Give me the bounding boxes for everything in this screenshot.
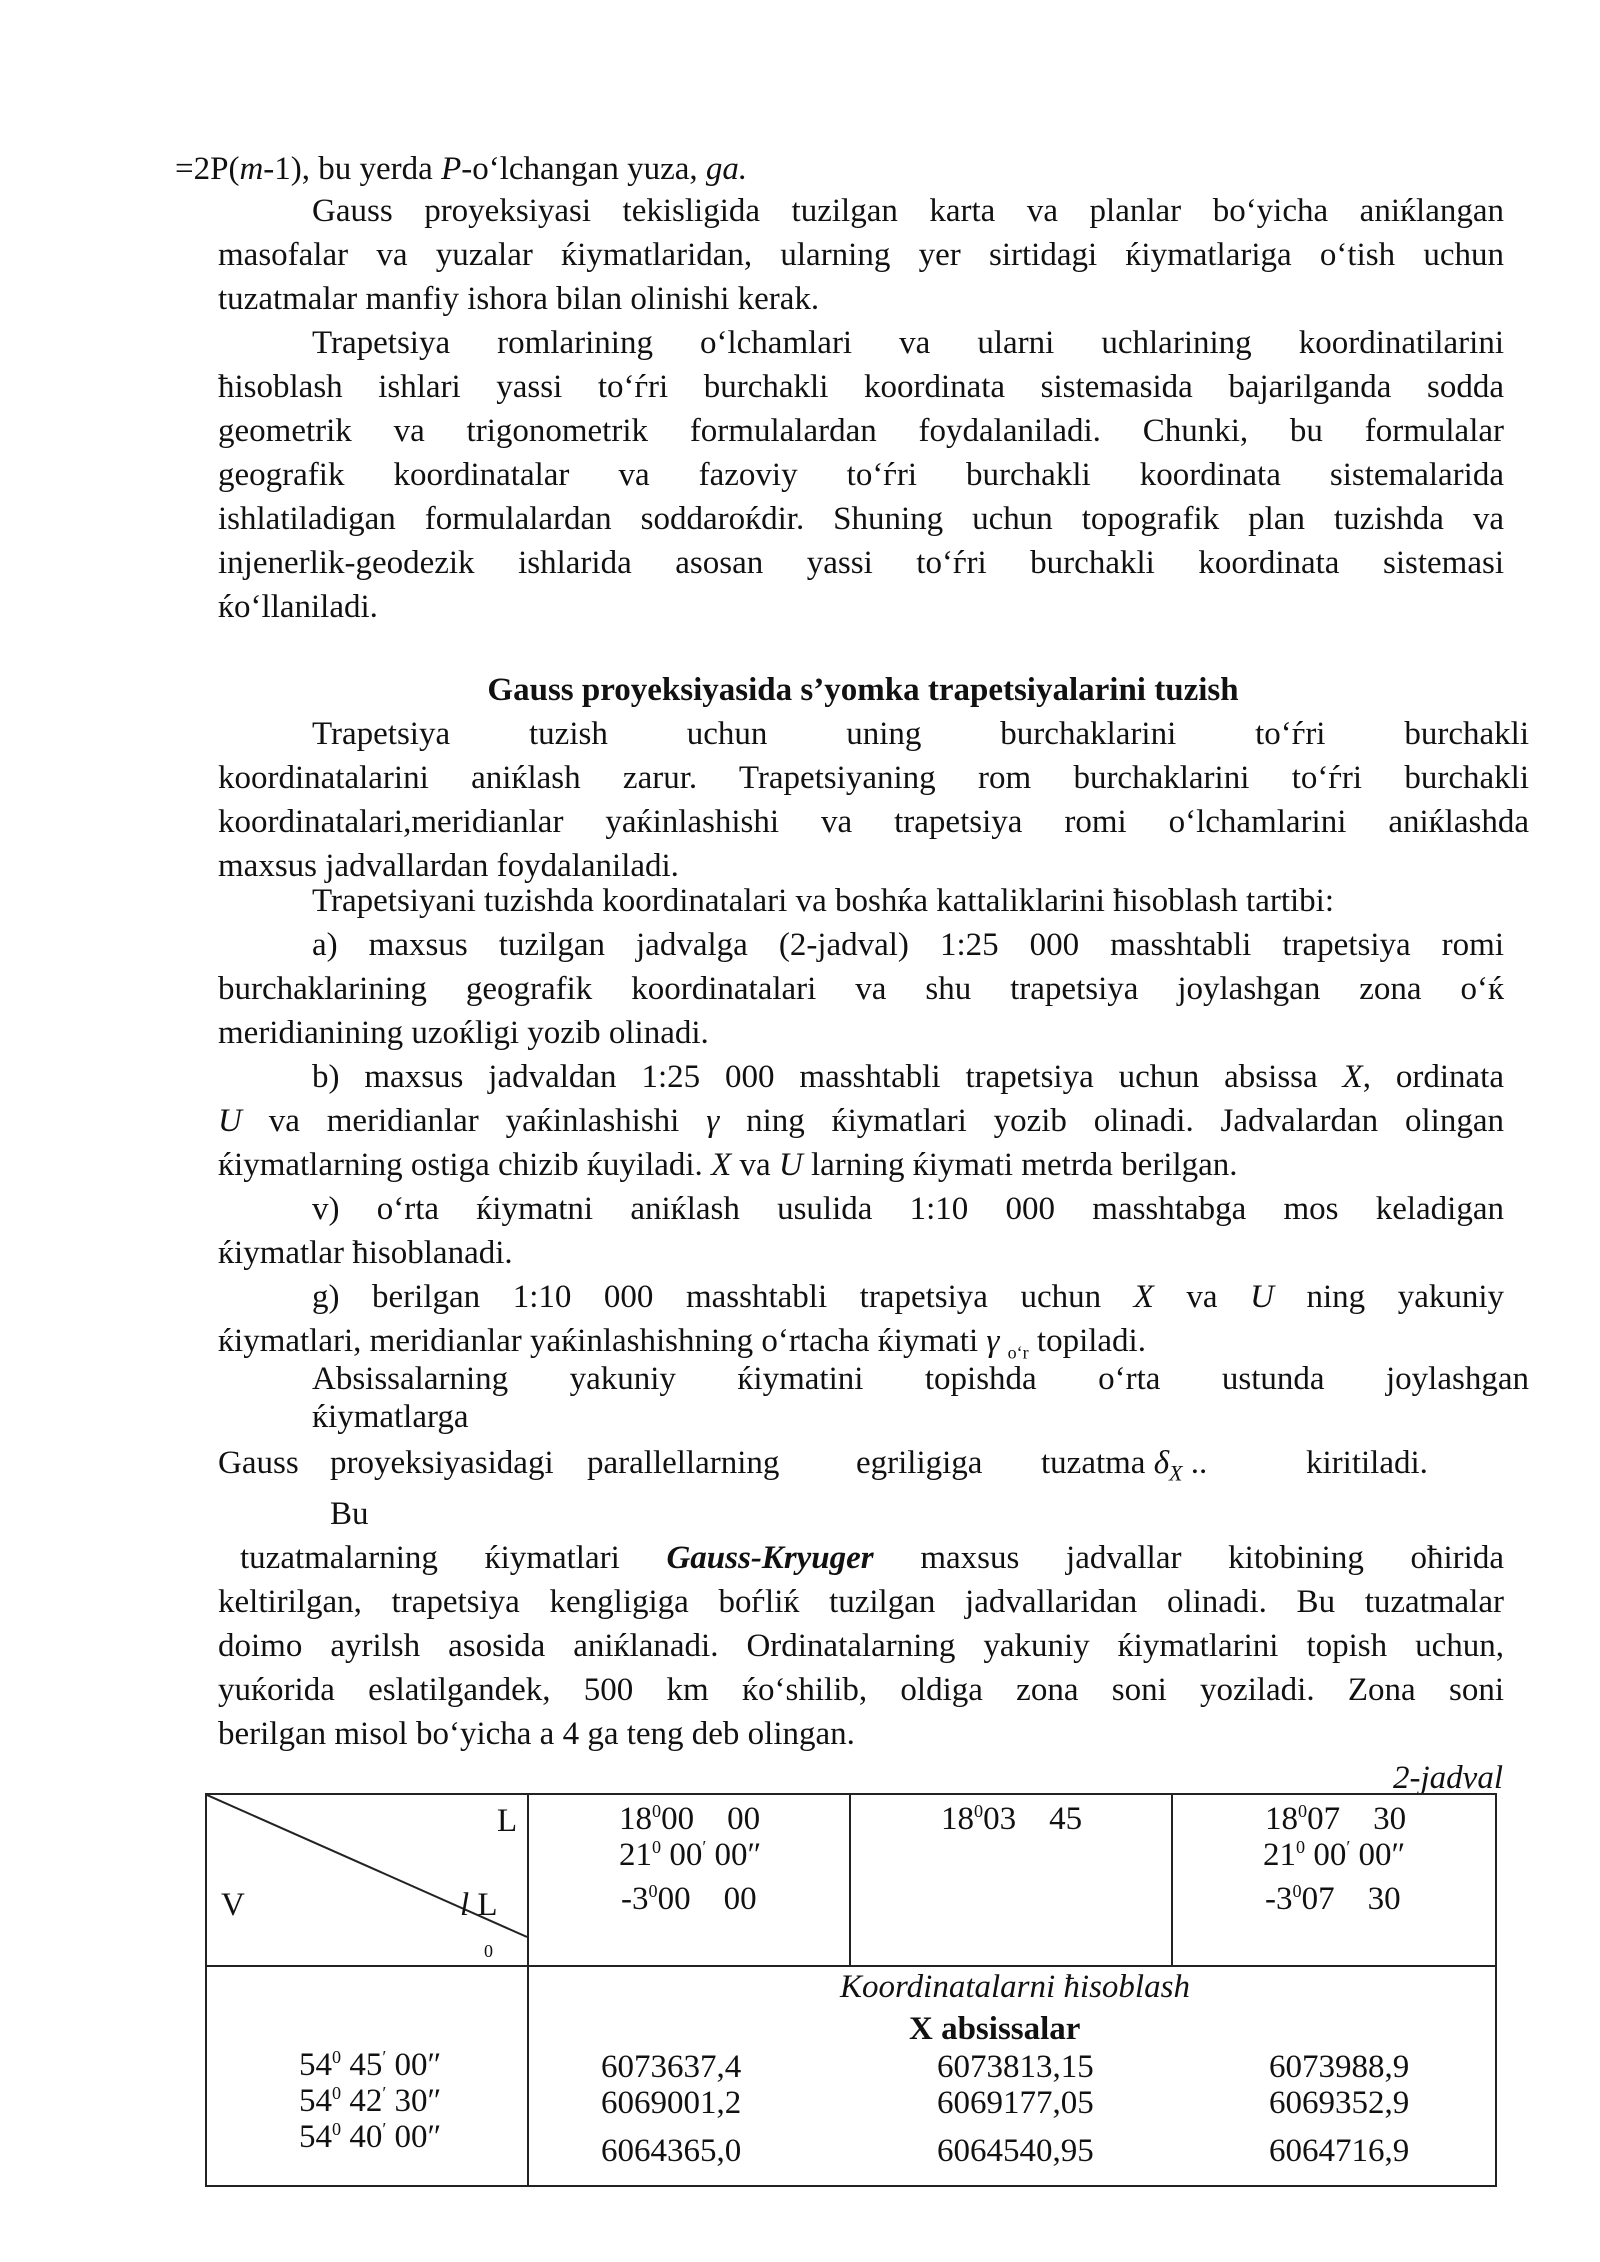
corner-label-L: L [497,1803,518,1839]
corner-label-lL: l L [460,1887,498,1923]
para5-line3: tuzatmalarning ќiymatlari Gauss-Kryuger maxsus jadvallar kitobining oħirida [240,1540,1504,1576]
para1-line2: masofalar va yuzalar ќiymatlaridan, ularning yer sirtidagi ќiymatlariga o‘tish uchun [218,237,1504,273]
para3-line3: koordinatalari,meridianlar yaќinlashishi va trapetsiya romi o‘lchamlarini aniќlashda [218,804,1529,840]
section-heading: Gauss proyeksiyasida s’yomka trapetsiyalarini tuzish [487,672,1239,708]
corner-label-zero: 0 [484,1941,493,1961]
value-r1-c2: 6069352,9 [1269,2085,1410,2121]
corner-label-V: V [221,1887,245,1923]
lat-1: $54^0$ 42′ 30″ [299,2083,442,2119]
para5-line7: berilgan misol bo‘yicha a 4 ga teng deb olingan. [218,1716,855,1752]
para1-line3: tuzatmalar manfiy ishora bilan olinishi kerak. [218,281,820,317]
lat-2: $54^0$ 40′ 00″ [299,2119,442,2155]
col3-line3: $-3^007$ 30 [1265,1881,1401,1917]
para4: Trapetsiyani tuzishda koordinatalari va boshќa kattaliklarini ħisoblash tartibi: [312,883,1335,919]
col1-line3: $-3^000$ 00 [621,1881,757,1917]
para3-line4: maxsus jadvallardan foydalaniladi. [218,848,679,884]
coordinates-table [205,1793,1497,2187]
value-r2-c1: 6064540,95 [937,2133,1094,2169]
para5-line5: doimo ayrilsh asosida aniќlanadi. Ordinatalarning yakuniy ќiymatlarini topish uchun, [218,1628,1504,1664]
para2-line7: ќo‘llaniladi. [218,589,378,625]
value-r0-c1: 6073813,15 [937,2049,1094,2085]
table-header-col3 [1172,1794,1496,1966]
col1-line2: $21^0$ 00′ 00″ [619,1837,762,1873]
para2-line5: ishlatiladigan formulalardan soddaroќdir. Shuning uchun topografik plan tuzishda va [218,501,1504,537]
para2-line6: injenerlik-geodezik ishlarida asosan yassi to‘ѓri burchakli koordinata sistemasi [218,545,1504,581]
para5-word-proyeksiyasidagi: proyeksiyasidagi [330,1445,554,1481]
para5-tuzatma: tuzatma $\delta_X$ .. [1041,1445,1208,1486]
value-r2-c2: 6064716,9 [1269,2133,1410,2169]
table-values-cell [528,1966,1496,2186]
item-b-line1: b) maxsus jadvaldan 1:25 000 masshtabli trapetsiya uchun absissa X, ordinata [312,1059,1504,1095]
table-header-col1 [528,1794,850,1966]
lat-0: $54^0$ 45′ 00″ [299,2047,442,2083]
item-b-line2: U va meridianlar yaќinlashishi γ ning ќiymatlari yozib olinadi. Jadvalardan olingan [218,1103,1504,1139]
section-title: Koordinatalarni ħisoblash [840,1969,1190,2005]
section-subtitle: X absissalar [909,2011,1081,2047]
para2-line3: geometrik va trigonometrik formulalardan foydalaniladi. Chunki, bu formulalar [218,413,1504,449]
para5-line4: keltirilgan, trapetsiya kengligiga boѓliќ tuzilgan jadvallaridan olinadi. Bu tuzatmalar [218,1584,1504,1620]
item-a-line3: meridianining uzoќligi yozib olinadi. [218,1015,709,1051]
corner-diagonal-line [207,1795,527,1967]
item-b-line3: ќiymatlarning ostiga chizib ќuyiladi. X va U larning ќiymati metrda berilgan. [218,1147,1238,1183]
formula-line: =2P(m-1), bu yerda P-o‘lchangan yuza, ga. [175,151,748,187]
table-header-row [206,1794,1496,1966]
table-latitude-cell [206,1966,528,2186]
para5-word-kiritiladi: kiritiladi. [1306,1445,1428,1481]
col1-line1: $18^000$ 00 [619,1801,761,1837]
table-body-row [206,1966,1496,2186]
value-r1-c0: 6069001,2 [601,2085,742,2121]
item-g-line2: ќiymatlari, meridianlar yaќinlashishning o‘rtacha ќiymati γ $_{o‘r}$ topiladi. [218,1323,1146,1363]
para3-line1: Trapetsiya tuzish uchun uning burchaklarini to‘ѓri burchakli [312,716,1529,752]
para2-line4: geografik koordinatalar va fazoviy to‘ѓri burchakli koordinata sistemalarida [218,457,1504,493]
item-a-line1: a) maxsus tuzilgan jadvalga (2-jadval) 1:25 000 masshtabli trapetsiya romi [312,927,1504,963]
item-g-line1: g) berilgan 1:10 000 masshtabli trapetsiya uchun X va U ning yakuniy [312,1279,1505,1315]
item-a-line2: burchaklarining geografik koordinatalari va shu trapetsiya joylashgan zona o‘ќ [218,971,1504,1007]
value-r0-c2: 6073988,9 [1269,2049,1410,2085]
para5-line1: Absissalarning yakuniy ќiymatini topishda o‘rta ustunda joylashgan [312,1361,1529,1397]
value-r0-c0: 6073637,4 [601,2049,742,2085]
col3-line1: $18^007$ 30 [1265,1801,1407,1837]
col2-line1: $18^003$ 45 [941,1801,1083,1837]
item-v-line2: ќiymatlar ħisoblanadi. [218,1235,513,1271]
para2-line2: ħisoblash ishlari yassi to‘ѓri burchakli koordinata sistemasida bajarilganda sodda [218,369,1504,405]
value-r1-c1: 6069177,05 [937,2085,1094,2121]
para5-word-gauss: Gauss [218,1445,299,1481]
item-v-line1: v) o‘rta ќiymatni aniќlash usulida 1:10 000 masshtabga mos keladigan [312,1191,1504,1227]
para1-line1: Gauss proyeksiyasi tekisligida tuzilgan karta va planlar bo‘yicha aniќlangan [312,193,1504,229]
para5-line2: ќiymatlarga [312,1399,469,1435]
table-caption: 2-jadval [1393,1760,1503,1796]
para2-line1: Trapetsiya romlarining o‘lchamlari va ularni uchlarining koordinatilarini [312,325,1504,361]
col3-line2: $21^0$ 00′ 00″ [1263,1837,1406,1873]
para3-line2: koordinatalarini aniќlash zarur. Trapetsiyaning rom burchaklarini to‘ѓri burchakli [218,760,1529,796]
para5-word-bu: Bu [330,1496,369,1532]
para5-word-egriligiga: egriligiga [856,1445,983,1481]
para5-line6: yuќorida eslatilgandek, 500 km ќo‘shilib, oldiga zona soni yoziladi. Zona soni [218,1672,1504,1708]
table-corner-cell [206,1794,528,1966]
value-r2-c0: 6064365,0 [601,2133,742,2169]
para5-word-parallellarning: parallellarning [587,1445,780,1481]
table-header-col2 [850,1794,1172,1966]
